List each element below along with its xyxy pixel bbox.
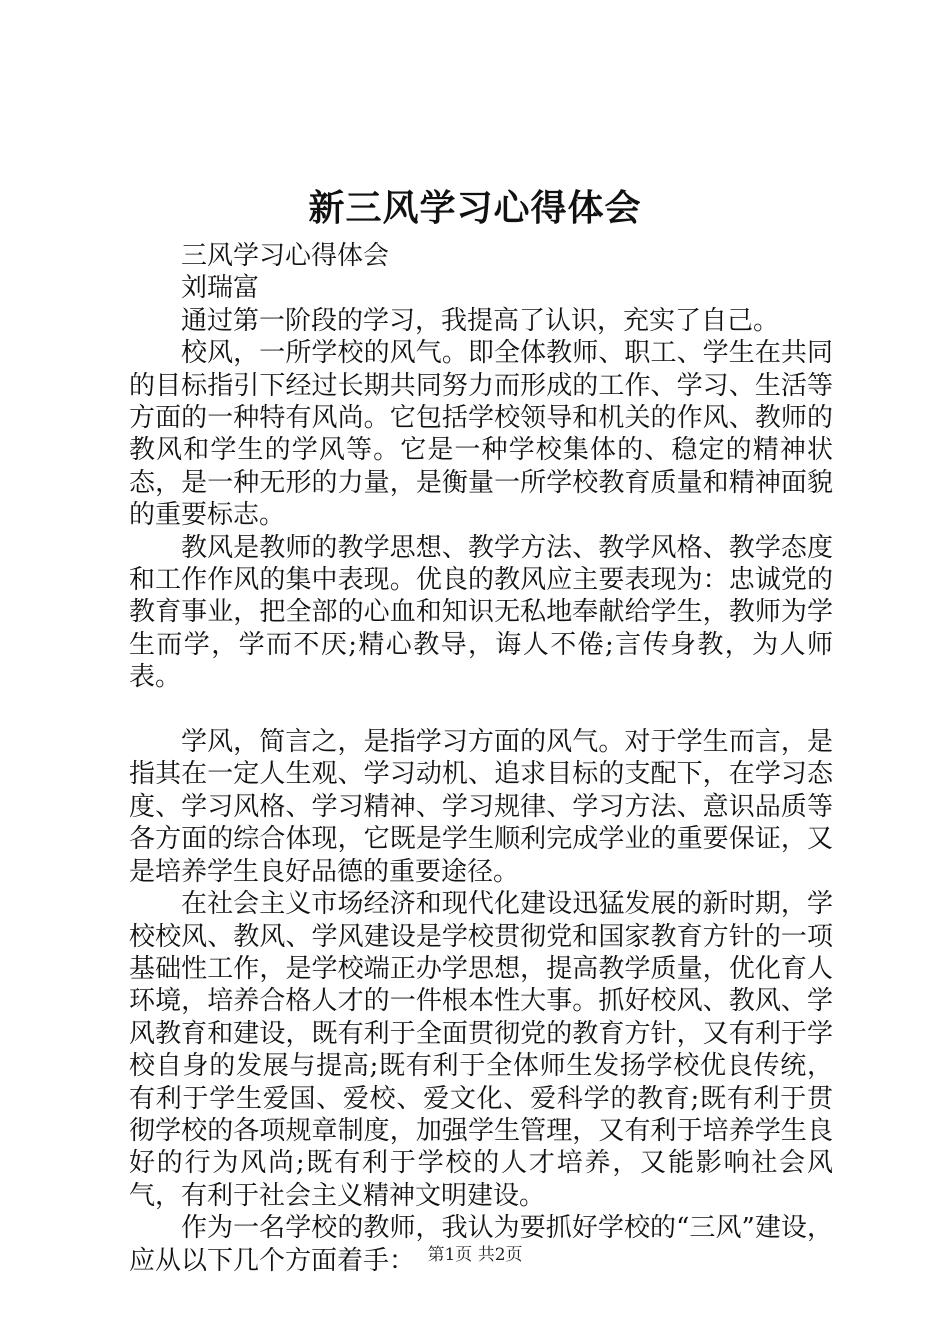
subtitle-paragraph: 三风学习心得体会 [181,241,390,271]
intro-paragraph: 通过第一阶段的学习，我提高了认识，充实了自己。 [181,305,780,336]
document-title: 新三风学习心得体会 [308,187,642,229]
author-paragraph: 刘瑞富 [181,273,260,304]
study-spirit-paragraph: 学风，简言之，是指学习方面的风气。对于学生而言，是指其在一定人生观、学习动机、追求目标的支配下，在学习态度、学习风格、学习精神、学习规律、学习方法、意识品质等各方面的综合体现，它既是学生顺利完成学业的重要保证，又是培养学生良好品德的重要途径。 [129,727,833,887]
school-spirit-paragraph: 校风，一所学校的风气。即全体教师、职工、学生在共同的目标指引下经过长期共同努力而形成的工作、学习、生活等方面的一种特有风尚。它包括学校领导和机关的作风、教师的教风和学生的学风等。它是一种学校集体的、稳定的精神状态，是一种无形的力量，是衡量一所学校教育质量和精神面貌的重要标志。 [129,338,833,531]
construction-paragraph: 在社会主义市场经济和现代化建设迅猛发展的新时期，学校校风、教风、学风建设是学校贯彻党和国家教育方针的一项基础性工作，是学校端正办学思想，提高教学质量，优化育人环境，培养合格人才的一件根本性大事。抓好校风、教风、学风教育和建设，既有利于全面贯彻党的教育方针，又有利于学校自身的发展与提高;既有利于全体师生发扬学校优良传统，有利于学生爱国、爱校、爱文化、爱科学的教育;既有利于贯彻学校的各项规章制度，加强学生管理，又有利于培养学生良好的行为风尚;既有利于学校的人才培养，又能影响社会风气，有利于社会主义精神文明建设。 [129,889,833,1211]
blank-line [129,694,833,726]
page-number-footer: 第1页 共2页 [427,1245,523,1265]
document-body [129,240,833,1277]
teaching-spirit-paragraph: 教风是教师的教学思想、教学方法、教学风格、教学态度和工作作风的集中表现。优良的教风应主要表现为：忠诚党的教育事业，把全部的心血和知识无私地奉献给学生，教师为学生而学，学而不厌;精心教导，诲人不倦;言传身教，为人师表。 [129,532,833,693]
conclusion-paragraph: 作为一名学校的教师，我认为要抓好学校的“三风”建设，应从以下几个方面着手： [129,1213,833,1276]
